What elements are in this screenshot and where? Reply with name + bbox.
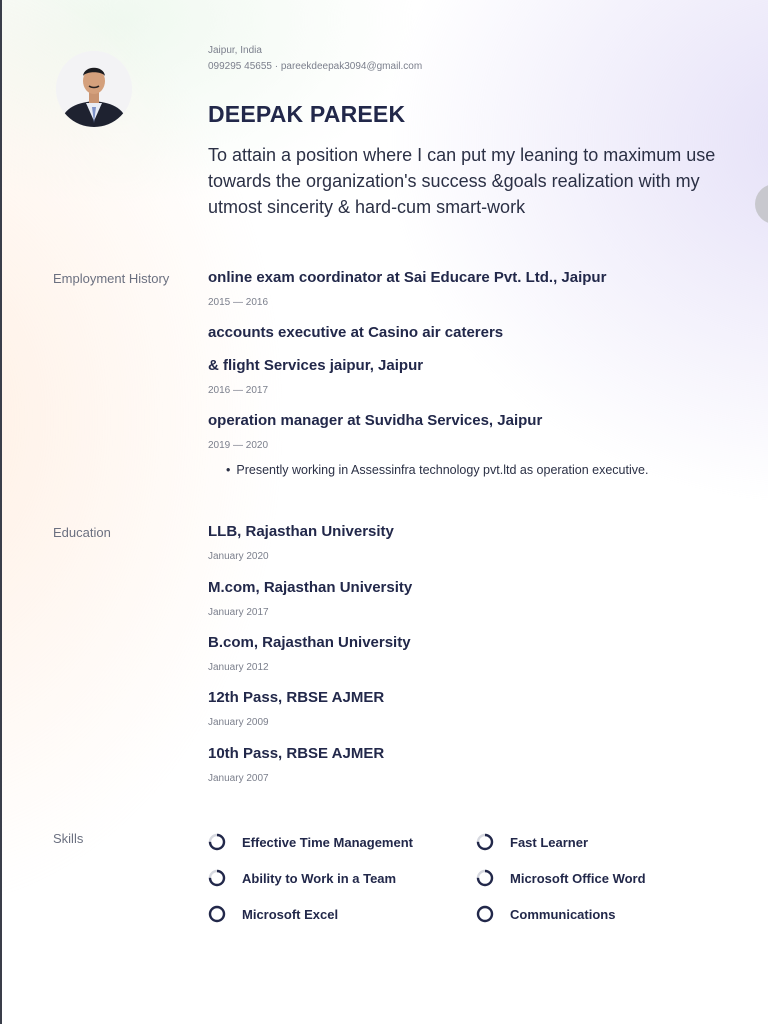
education-section-label: Education xyxy=(53,525,111,540)
skill-name: Communications xyxy=(510,906,616,922)
job-title-continued: & flight Services jaipur, Jaipur xyxy=(208,357,424,374)
skill-item xyxy=(208,905,338,923)
job-title: accounts executive at Casino air caterers xyxy=(208,324,504,341)
skill-level-arc xyxy=(210,907,224,921)
degree-date: January 2017 xyxy=(208,607,269,618)
skill-name: Effective Time Management xyxy=(242,834,413,850)
degree-date: January 2012 xyxy=(208,662,269,673)
page-left-border xyxy=(0,0,2,1024)
skill-name: Ability to Work in a Team xyxy=(242,870,397,886)
skill-name: Microsoft Excel xyxy=(242,906,339,922)
degree-date: January 2009 xyxy=(208,717,269,728)
candidate-name: DEEPAK PAREEK xyxy=(208,101,406,127)
skill-item xyxy=(476,869,646,887)
job-title: online exam coordinator at Sai Educare Pvt. Ltd., Jaipur xyxy=(208,269,607,286)
skill-name: Fast Learner xyxy=(510,834,589,850)
skill-item xyxy=(208,869,396,887)
job-dates: 2015 — 2016 xyxy=(208,297,269,308)
skill-level-icon xyxy=(476,905,494,923)
skill-level-icon xyxy=(476,869,494,887)
skill-level-icon xyxy=(208,905,226,923)
degree-title: M.com, Rajasthan University xyxy=(208,579,413,596)
contact-info[interactable]: 099295 45655 · pareekdeepak3094@gmail.com xyxy=(208,61,423,72)
skill-item xyxy=(208,833,413,851)
employment-section-label: Employment History xyxy=(53,271,170,286)
degree-title: 10th Pass, RBSE AJMER xyxy=(208,745,385,762)
degree-title: LLB, Rajasthan University xyxy=(208,523,394,540)
location: Jaipur, India xyxy=(208,45,262,56)
skill-level-arc xyxy=(478,907,492,921)
skill-level-icon xyxy=(476,833,494,851)
job-bullet-point: • Presently working in Assessinfra technology pvt.ltd as operation executive. xyxy=(226,463,648,477)
degree-date: January 2020 xyxy=(208,551,269,562)
skill-item xyxy=(476,905,615,923)
job-dates: 2016 — 2017 xyxy=(208,385,269,396)
skill-level-icon xyxy=(208,869,226,887)
career-objective: To attain a position where I can put my leaning to maximum use towards the organization's success &goals realization with my utmost sincerity & hard-cum smart-work xyxy=(208,145,716,217)
degree-title: B.com, Rajasthan University xyxy=(208,634,411,651)
job-title: operation manager at Suvidha Services, Jaipur xyxy=(208,412,543,429)
degree-title: 12th Pass, RBSE AJMER xyxy=(208,689,385,706)
skill-level-icon xyxy=(208,833,226,851)
skill-item xyxy=(476,833,588,851)
skill-name: Microsoft Office Word xyxy=(510,870,646,886)
skills-section-label: Skills xyxy=(53,831,84,846)
degree-date: January 2007 xyxy=(208,773,269,784)
scroll-handle[interactable] xyxy=(755,184,768,224)
profile-photo xyxy=(56,51,132,127)
job-dates: 2019 — 2020 xyxy=(208,440,269,451)
